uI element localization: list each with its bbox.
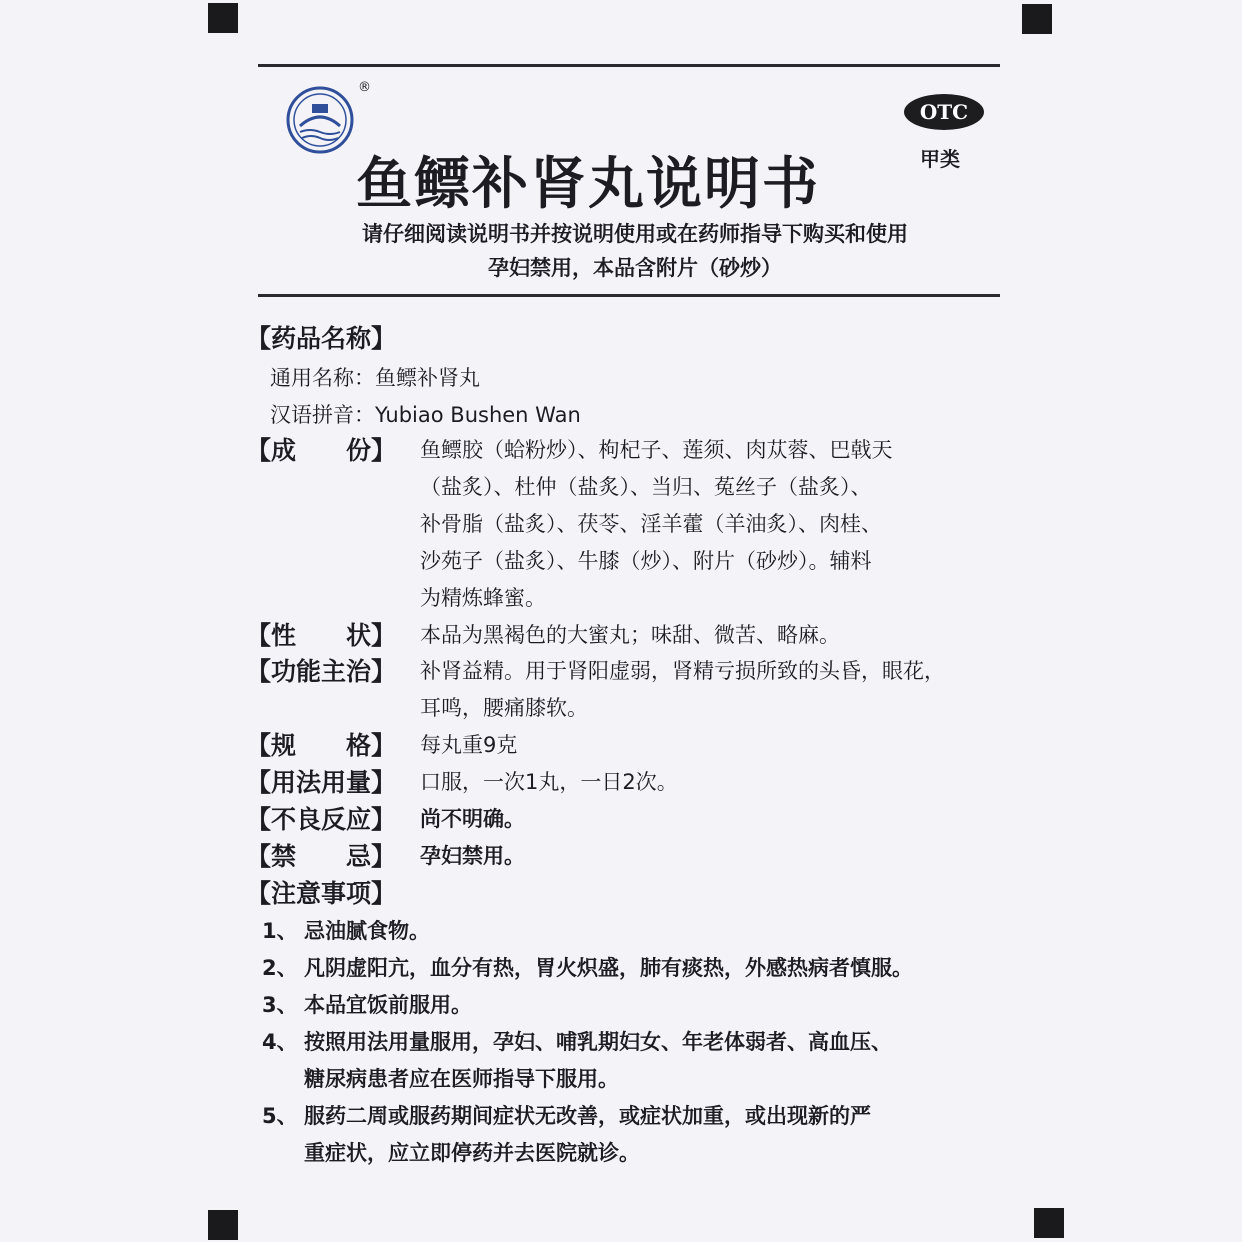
contraindication-heading: 【禁 忌】 [246, 842, 396, 871]
specification-text: 每丸重9克 [420, 733, 518, 757]
pinyin-row [270, 399, 581, 429]
precautions-list [262, 913, 1022, 1172]
common-name-value: 鱼鳔补肾丸 [375, 366, 480, 390]
text-line: 耳鸣，腰痛膝软。 [420, 696, 588, 720]
specification-heading: 【规 格】 [246, 731, 396, 760]
common-name-row [270, 362, 480, 392]
otc-badge: OTC [904, 94, 984, 130]
dosage-heading: 【用法用量】 [246, 768, 397, 797]
top-divider [258, 64, 1000, 67]
registration-mark-top-left [208, 3, 238, 33]
indications-heading: 【功能主治】 [246, 657, 397, 686]
text-line: 补肾益精。用于肾阳虚弱，肾精亏损所致的头昏，眼花， [420, 659, 945, 683]
properties-heading: 【性 状】 [246, 621, 396, 650]
common-name-label: 通用名称： [270, 366, 375, 390]
text-line: 为精炼蜂蜜。 [420, 586, 546, 610]
text-line: 补骨脂（盐炙）、茯苓、淫羊藿（羊油炙）、肉桂、 [420, 512, 882, 536]
indications-text [420, 653, 1010, 727]
list-item: 1、 忌油腻食物。 [262, 919, 430, 943]
list-item: 2、 凡阴虚阳亢，血分有热，胃火炽盛，肺有痰热，外感热病者慎服。 [262, 956, 913, 980]
text-line: 沙苑子（盐炙）、牛膝（炒）、附片（砂炒）。辅料 [420, 549, 872, 573]
text-line: 鱼鳔胶（蛤粉炒）、枸杞子、莲须、肉苁蓉、巴戟天 [420, 438, 893, 462]
registration-mark-bottom-right [1034, 1208, 1064, 1238]
precautions-heading: 【注意事项】 [246, 879, 397, 908]
contraindication-text: 孕妇禁用。 [420, 844, 525, 868]
pregnancy-warning: 孕妇禁用，本品含附片（砂炒） [488, 256, 782, 280]
company-logo-icon [286, 86, 354, 154]
text-line: （盐炙）、杜仲（盐炙）、当归、菟丝子（盐炙）、 [420, 475, 872, 499]
adverse-heading: 【不良反应】 [246, 805, 397, 834]
dosage-text: 口服，一次1丸，一日2次。 [420, 770, 678, 794]
registered-mark: ® [358, 80, 371, 95]
pinyin-value: Yubiao Bushen Wan [375, 403, 581, 427]
drug-name-heading: 【药品名称】 [246, 324, 397, 353]
pinyin-label: 汉语拼音： [270, 403, 375, 427]
otc-class: 甲类 [920, 147, 960, 171]
document-title: 鱼鳔补肾丸说明书 [356, 151, 820, 217]
registration-mark-bottom-left [208, 1210, 238, 1240]
list-item: 4、 按照用法用量服用，孕妇、哺乳期妇女、年老体弱者、高血压、 糖尿病患者应在医师指导下服用。 [262, 1030, 892, 1091]
list-item: 5、 服药二周或服药期间症状无改善，或症状加重，或出现新的严 重症状，应立即停药并去医院就诊。 [262, 1104, 871, 1165]
registration-mark-top-right [1022, 4, 1052, 34]
properties-text: 本品为黑褐色的大蜜丸；味甜、微苦、略麻。 [420, 623, 840, 647]
adverse-text: 尚不明确。 [420, 807, 525, 831]
list-item: 3、 本品宜饭前服用。 [262, 993, 472, 1017]
ingredients-heading: 【成 份】 [246, 436, 396, 465]
ingredients-text [420, 432, 1010, 617]
usage-warning: 请仔细阅读说明书并按说明使用或在药师指导下购买和使用 [362, 222, 908, 246]
header-divider [258, 294, 1000, 297]
